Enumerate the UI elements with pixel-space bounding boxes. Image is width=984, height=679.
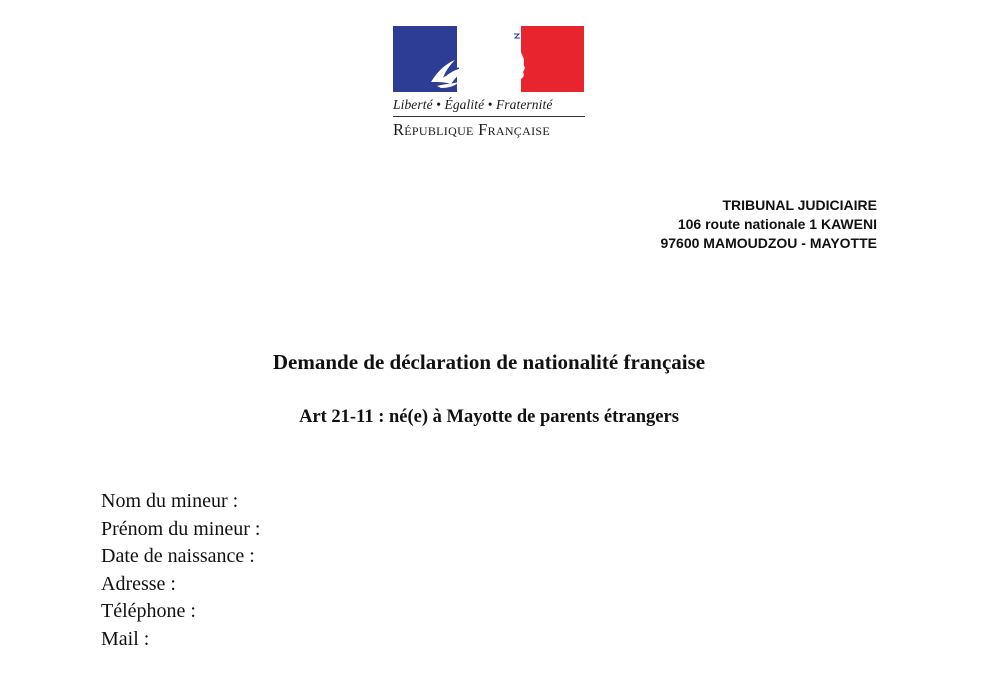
- republique-francaise-logo: [393, 26, 585, 140]
- field-adresse: Adresse :: [101, 572, 176, 595]
- marianne-profile-icon: [393, 26, 584, 92]
- field-date-de-naissance: Date de naissance :: [101, 545, 255, 567]
- document-title: Demande de déclaration de nationalité française: [272, 350, 706, 374]
- address-line-2: 106 route nationale 1 KAWENI: [677, 216, 877, 232]
- tricolor-flag: [393, 26, 584, 92]
- field-prenom-du-mineur: Prénom du mineur :: [101, 517, 261, 540]
- form-fields: [101, 488, 260, 653]
- field-mail: Mail :: [101, 627, 150, 650]
- republic-motto: Liberté • Égalité • Fraternité: [393, 97, 553, 112]
- address-line-3: 97600 MAMOUDZOU - MAYOTTE: [660, 235, 877, 251]
- address-line-1: TRIBUNAL JUDICIAIRE: [722, 197, 877, 213]
- republic-name: République Française: [393, 120, 550, 139]
- field-nom-du-mineur: Nom du mineur :: [101, 490, 239, 512]
- field-telephone: Téléphone :: [101, 600, 196, 622]
- logo-divider: [393, 116, 585, 117]
- document-subtitle: Art 21-11 : né(e) à Mayotte de parents étrangers: [299, 407, 679, 427]
- recipient-address-block: [660, 196, 877, 253]
